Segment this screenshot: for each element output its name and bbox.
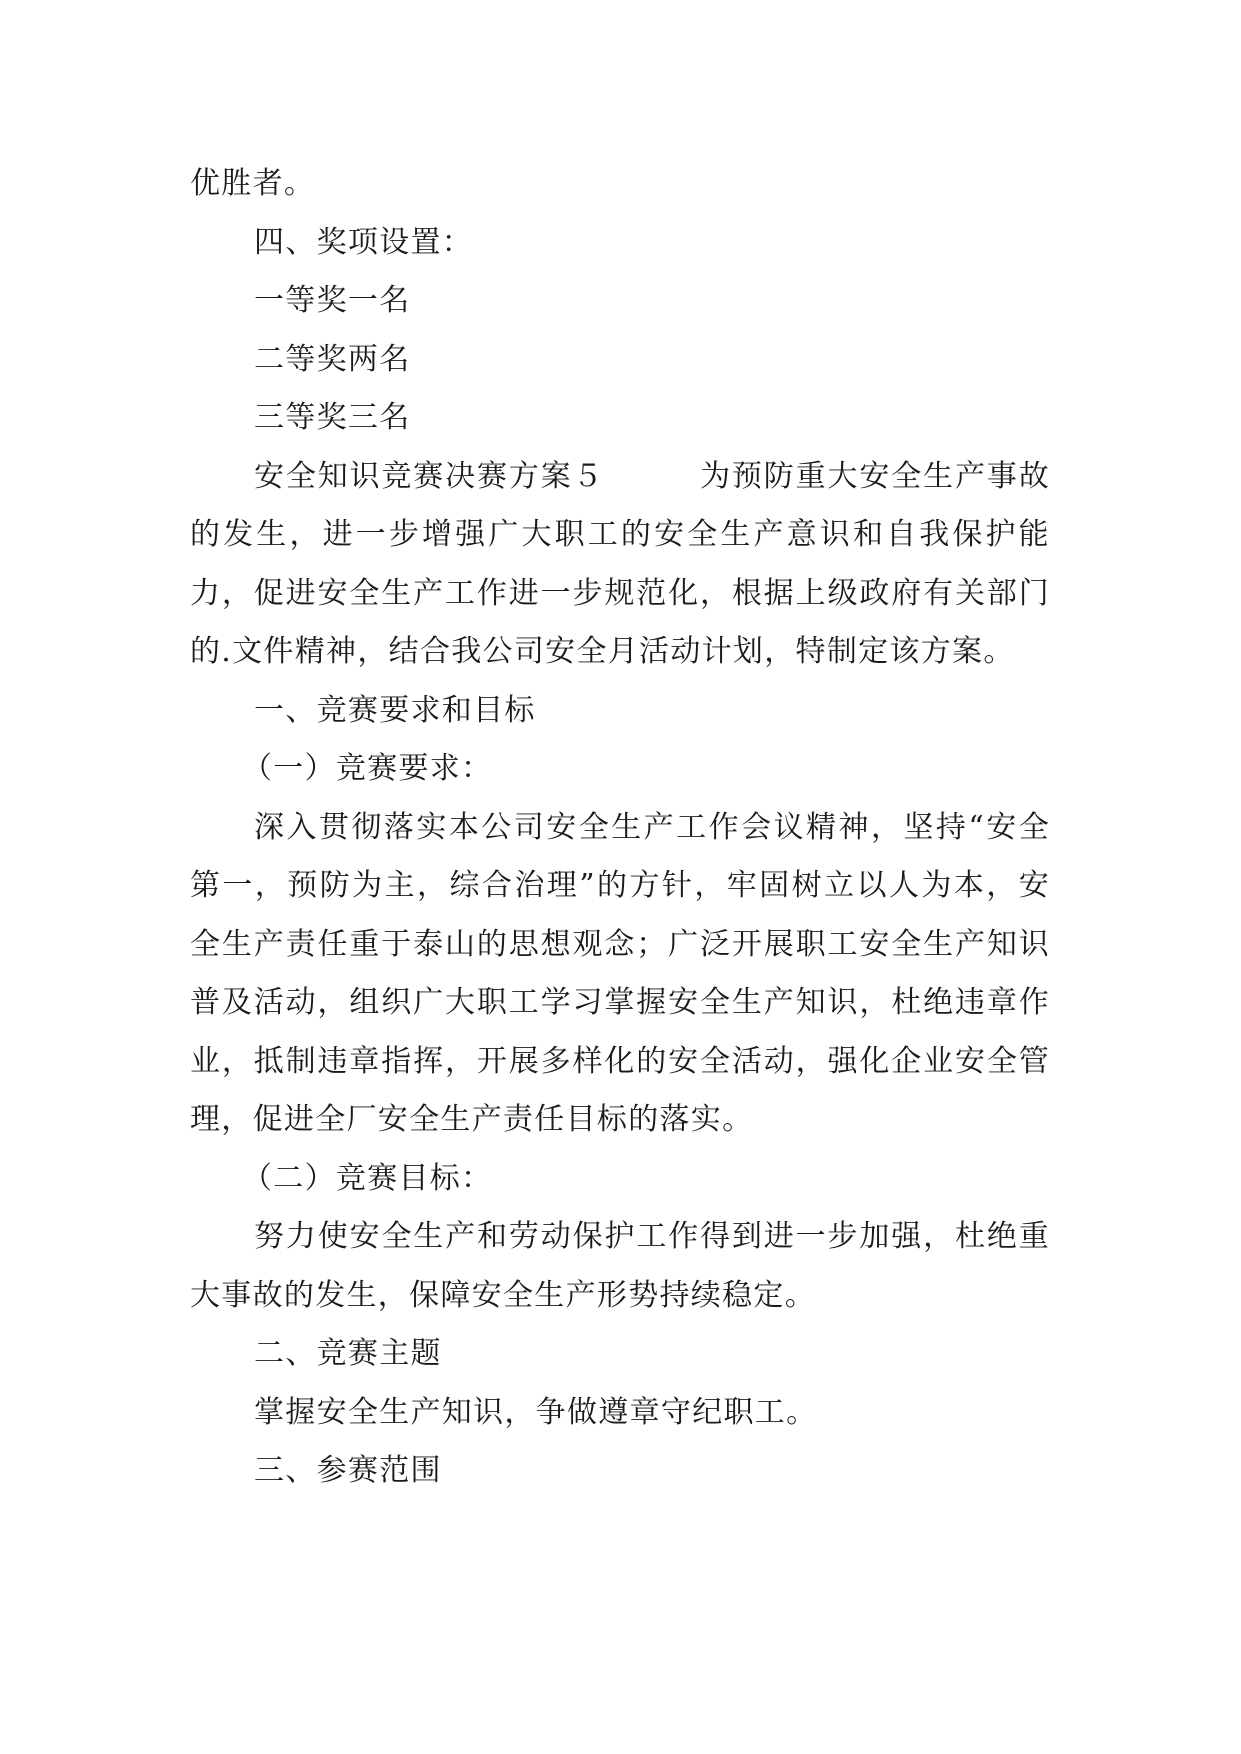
heading-theme: 二、竞赛主题 bbox=[254, 1336, 442, 1371]
heading-scope: 三、参赛范围 bbox=[254, 1453, 442, 1488]
award-first-prize: 一等奖一名 bbox=[254, 283, 411, 318]
paragraph-plan-5-intro: 安全知识竞赛决赛方案５ 为预防重大安全生产事故的发生，进一步增强广大职工的安全生产意识和自我保护能力，促进安全生产工作进一步规范化，根据上级政府有关部门的.文件精神，结合我公司安全月活动计划，特制定该方案。 bbox=[190, 458, 1050, 669]
subheading-requirements: （一）竞赛要求： bbox=[242, 751, 493, 786]
subheading-goals: （二）竞赛目标： bbox=[242, 1160, 493, 1196]
paragraph-requirements: 深入贯彻落实本公司安全生产工作会议精神，坚持“安全第一，预防为主，综合治理”的方针，牢固树立以人为本，安全生产责任重于泰山的思想观念；广泛开展职工安全生产知识普及活动，组织广大职工学习掌握安全生产知识，杜绝违章作业，抵制违章指挥，开展多样化的安全活动，强化企业安全管理，促进全厂安全生产责任目标的落实。 bbox=[190, 809, 1050, 1137]
paragraph-theme: 掌握安全生产知识，争做遵章守纪职工。 bbox=[254, 1394, 818, 1430]
document-body bbox=[190, 155, 1050, 1501]
paragraph-winners-end: 优胜者。 bbox=[190, 166, 316, 201]
paragraph-goals: 努力使安全生产和劳动保护工作得到进一步加强，杜绝重大事故的发生，保障安全生产形势持续稳定。 bbox=[190, 1219, 1050, 1313]
award-third-prize: 三等奖三名 bbox=[254, 400, 411, 435]
heading-requirements-goals: 一、竞赛要求和目标 bbox=[254, 692, 536, 728]
heading-awards: 四、奖项设置： bbox=[254, 224, 474, 260]
award-second-prize: 二等奖两名 bbox=[254, 341, 411, 377]
